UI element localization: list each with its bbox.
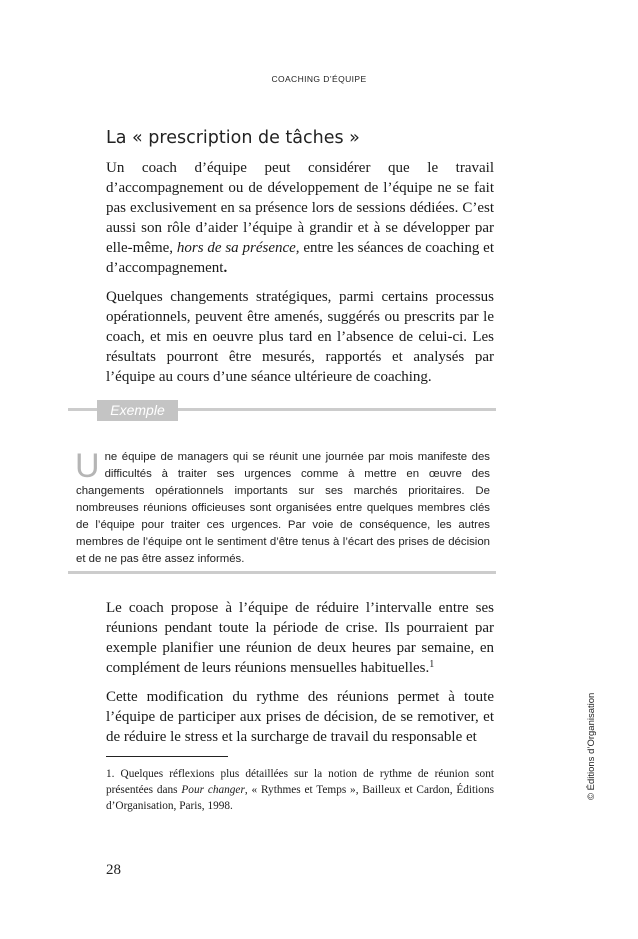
continuation-body (106, 598, 494, 756)
paragraph-1-text-a: Un coach d’équipe peut considérer que le travail d’accompagnement ou de développement de l’équipe ne se fait pas exclusivement en sa présence lors de sessions dédiées. C’est aussi son rôle d’aider l’équipe à grandir et à se développer par elle-même, (106, 160, 494, 256)
example-label: Exemple (97, 400, 178, 421)
running-head: COACHING D’ÉQUIPE (271, 74, 367, 84)
footnote-text-a: 1. Quelques réflexions plus détaillées sur la notion de rythme de réunion sont présentées dans (106, 768, 494, 796)
paragraph-3 (106, 598, 494, 678)
example-box (76, 449, 490, 568)
paragraph-1-end: . (223, 260, 228, 276)
example-bottom-rule (68, 571, 496, 574)
copyright-notice: © Éditions d’Organisation (586, 692, 597, 800)
footnote-book-title: Pour changer (181, 784, 245, 796)
paragraph-1-emphasis: hors de sa présence, (176, 240, 300, 256)
footnote-ref: 1 (429, 659, 435, 670)
footnote-rule (106, 756, 228, 757)
paragraph-3-text: Le coach propose à l’équipe de réduire l’intervalle entre ses réunions pendant toute la période de crise. Ils pourraient par exemple planifier une réunion de deux heures par semaine, en complément de leurs réunions mensuelles habituelles. (106, 600, 494, 676)
paragraph-2: Quelques changements stratégiques, parmi certains processus opérationnels, peuvent être amenés, suggérés ou prescrits par le coach, et mis en oeuvre plus tard en l’absence de celui-ci. Les résultats pourront être mesurés, rapportés et analysés par l’équipe au cours d’une séance ultérieure de coaching. (106, 289, 494, 385)
paragraph-1-text-b: entre les séances de coaching et d’accompagnement (106, 240, 495, 276)
footnote-text-b: , « Rythmes et Temps », Bailleux et Cardon, Éditions d’Organisation, Paris, 1998. (106, 784, 494, 812)
footnote (106, 766, 494, 814)
paragraph-4: Cette modification du rythme des réunions permet à toute l’équipe de participer aux prises de décision, de se remotiver, et de réduire le stress et la surcharge de travail du responsable et (106, 689, 494, 745)
section-title: La « prescription de tâches » (106, 128, 360, 148)
example-text: ne équipe de managers qui se réunit une journée par mois manifeste des difficultés à traiter ses urgences comme à mettre en œuvre des changements opérationnels importants sur ses marchés prioritaires. De nombreuses réunions officieuses sont organisées entre quelques membres clés de l’équipe pour traiter ces urgences. Par voie de conséquence, les autres membres de l’équipe ont le sentiment d’être tenus à l’écart des prises de décision et de ne pas être assez informés. (76, 451, 490, 565)
paragraph-1 (106, 158, 494, 278)
section-body (106, 158, 494, 396)
page-number: 28 (106, 862, 121, 878)
example-dropcap: U (75, 447, 100, 485)
